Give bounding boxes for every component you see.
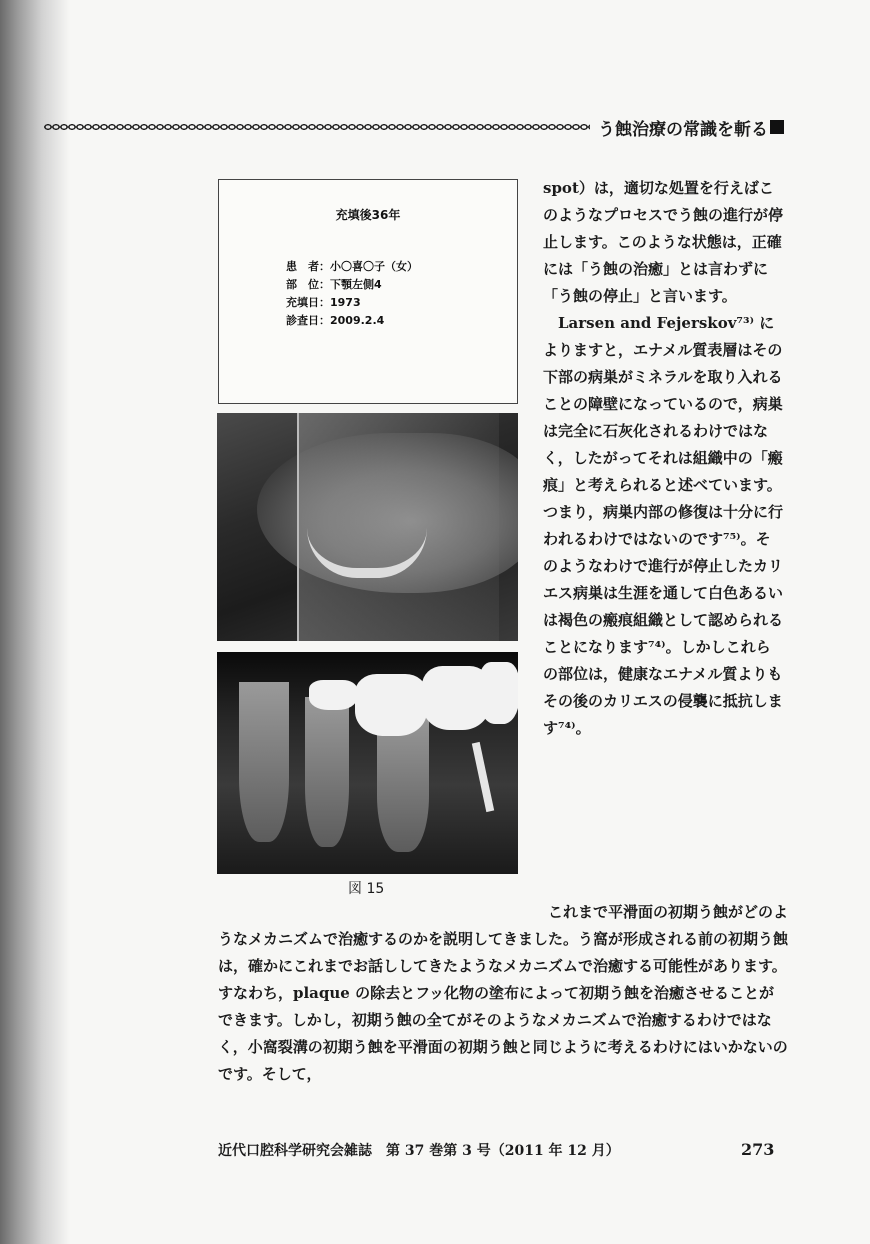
patient-info-box: [218, 179, 518, 404]
header-title: う蝕治療の常識を斬る: [598, 119, 768, 140]
photo-mirror-reflection: [297, 413, 499, 641]
xray-crown-1: [309, 680, 357, 710]
info-box-lines: [286, 258, 418, 330]
right-text-column: [543, 175, 785, 742]
info-filling-date: 充填日：1973: [286, 296, 361, 309]
footer-page-number: 273: [741, 1140, 775, 1159]
xray-root-2: [305, 697, 349, 847]
full-width-text: [218, 899, 788, 1088]
info-patient: 患 者：小〇喜〇子（女）: [286, 260, 418, 273]
dental-radiograph: [217, 652, 518, 874]
xray-post: [472, 742, 494, 812]
info-box-title: 充填後36年: [335, 208, 401, 222]
page-binding-shadow: [0, 0, 70, 1244]
xray-crown-2: [355, 674, 427, 736]
info-site: 部 位：下顎左側4: [286, 278, 382, 291]
header-decorative-chain: [44, 122, 590, 132]
xray-root-1: [239, 682, 289, 842]
right-paragraph-2: Larsen and Fejerskov⁷³⁾ によりますと，エナメル質表層はその下部の病巣がミネラルを取り入れることの障壁になっているので，病巣は完全に石灰化されるわけではなく，したがってそれは組織中の「瘢痕」と考えられると述べています。つまり，病巣内部の修復は十分に行われるわけではないのです⁷⁵⁾。そのようなわけで進行が停止したカリエス病巣は生涯を通して白色あるいは褐色の瘢痕組織として認められることになります⁷⁴⁾。しかしこれらの部位は，健康なエナメル質よりもその後のカリエスの侵襲に抵抗します⁷⁴⁾。: [543, 314, 784, 737]
header-square-icon: [770, 120, 784, 134]
figure-caption: 図 15: [348, 881, 385, 897]
footer-journal-citation: 近代口腔科学研究会雑誌 第 37 巻第 3 号（2011 年 12 月）: [218, 1143, 620, 1159]
intraoral-photo: [217, 413, 518, 641]
full-width-paragraph: これまで平滑面の初期う蝕がどのようなメカニズムで治癒するのかを説明してきました。う窩が形成される前の初期う蝕は，確かにこれまでお話ししてきたようなメカニズムで治癒する可能性があります。すなわち，plaque の除去とフッ化物の塗布によって初期う蝕を治癒させることができます。しかし，初期う蝕の全てがそのようなメカニズムで治癒するわけではなく，小窩裂溝の初期う蝕を平滑面の初期う蝕と同じように考えるわけにはいかないのです。そして，: [218, 903, 789, 1083]
info-exam-date: 診査日：2009.2.4: [286, 314, 385, 327]
running-header: [44, 116, 784, 138]
right-paragraph-1: spot）は，適切な処置を行えばこのようなプロセスでう蝕の進行が停止します。このような状態は，正確には「う蝕の治癒」とは言わずに「う蝕の停止」と言います。: [543, 179, 784, 305]
xray-crown-4: [479, 662, 518, 724]
